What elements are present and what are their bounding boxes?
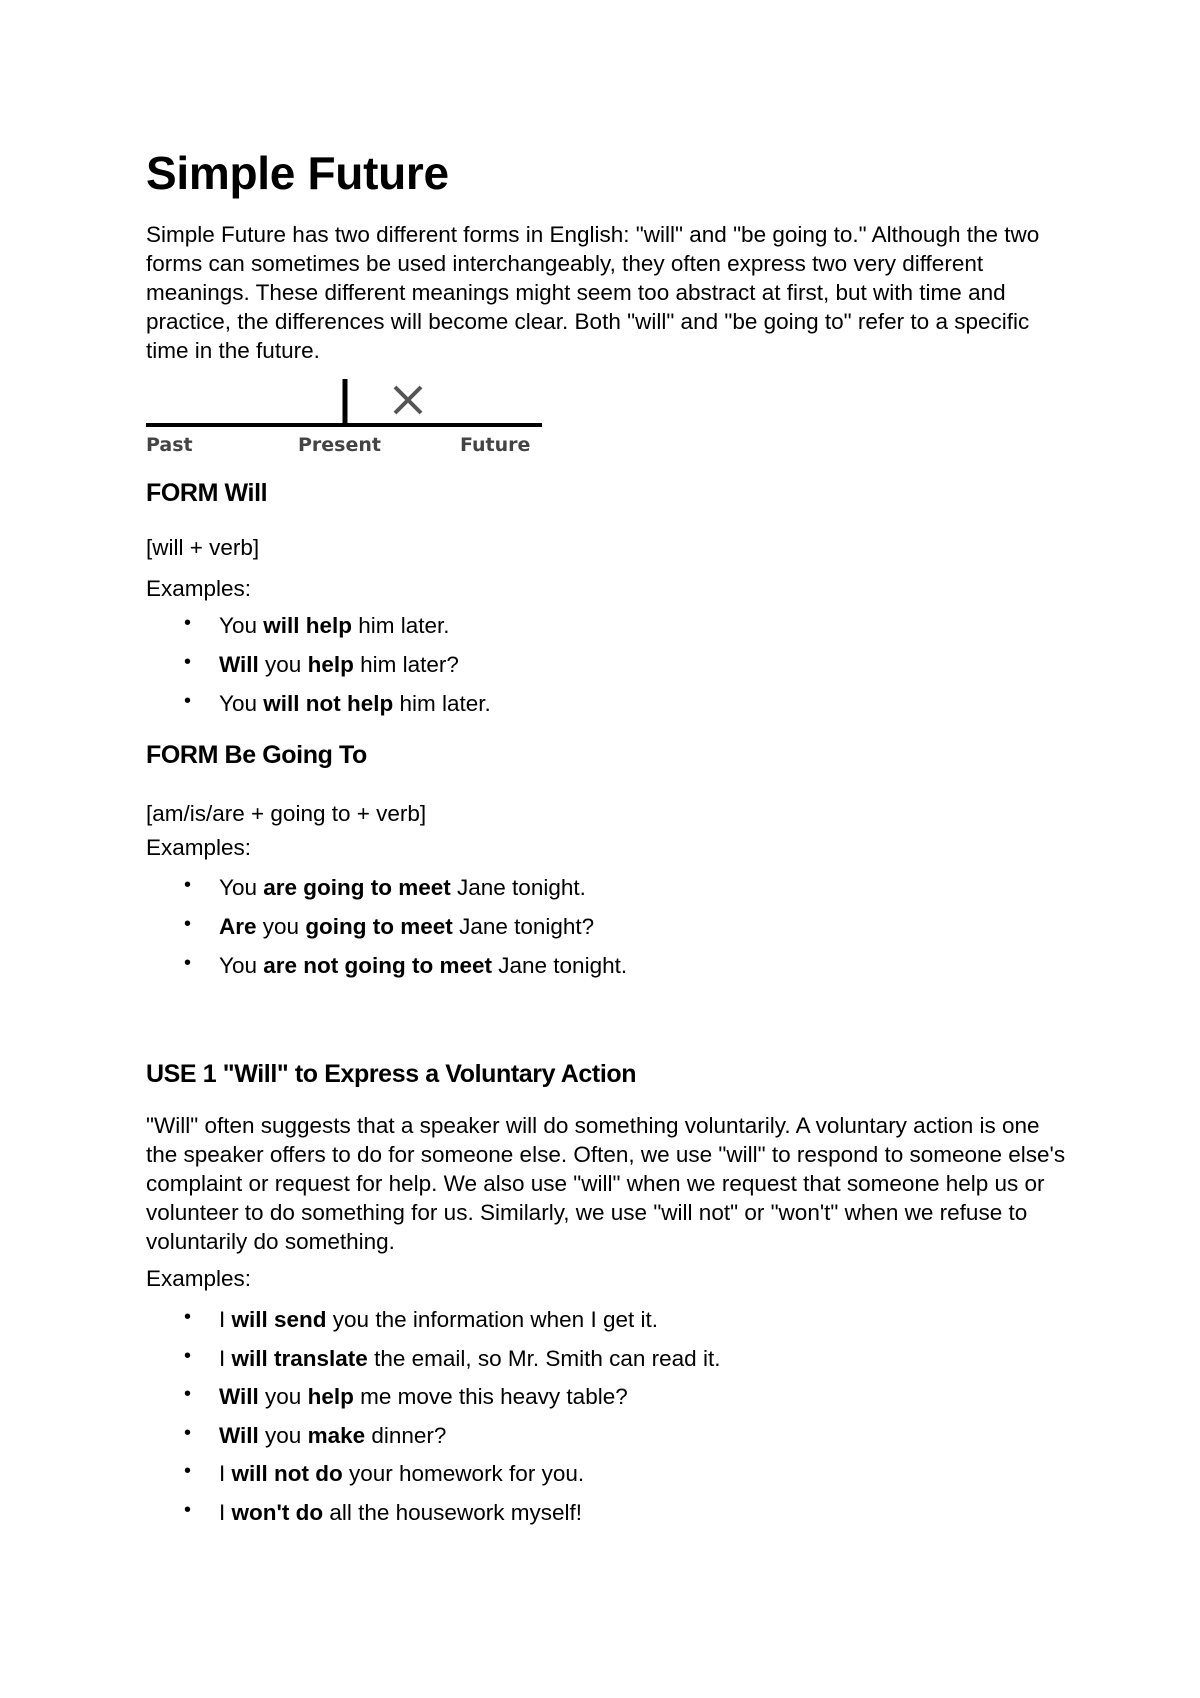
example-text: him later. [393, 691, 491, 716]
example-text: Jane tonight. [450, 875, 586, 900]
use1-paragraph: "Will" often suggests that a speaker will do something voluntarily. A voluntary action is one the speaker offers to do for someone else. Often, we use "will" to respond to someone else's complaint or request for help. We also use "will" when we request that someone help us or volunteer to do something for us. Similarly, we use "will not" or "won't" when we refuse to voluntarily do something. [146, 1113, 1066, 1254]
use1-examples [146, 1306, 720, 1537]
form-going-examples [146, 874, 627, 991]
bullet-icon: • [184, 1460, 192, 1482]
example-verb: will send [231, 1307, 327, 1332]
bullet-icon: • [184, 612, 192, 634]
example-verb: won't do [231, 1499, 324, 1525]
bullet-icon: • [184, 874, 192, 896]
example-item [146, 952, 627, 991]
intro-paragraph: Simple Future has two different forms in English: "will" and "be going to." Although the two forms can sometimes be used interchangeably, they often express two very different meanings. These different meanings might seem too abstract at first, but with time and practice, the differences will become clear. Both "will" and "be going to" refer to a specific time in the future. [146, 222, 1040, 363]
example-text: I [219, 1499, 232, 1525]
example-verb: make [307, 1422, 366, 1448]
example-text: you [258, 1422, 308, 1448]
bullet-icon: • [184, 651, 192, 673]
bullet-icon: • [184, 1421, 192, 1444]
bullet-icon: • [184, 913, 192, 935]
example-verb: are not going to meet [263, 953, 492, 978]
bullet-icon: • [184, 1306, 192, 1328]
example-verb: Will [219, 1422, 259, 1448]
example-text: You [219, 613, 264, 638]
example-text: him later. [352, 613, 450, 638]
example-item [146, 1460, 720, 1499]
example-text: Jane tonight. [492, 953, 628, 978]
example-verb: going to meet [305, 914, 453, 939]
example-verb: Are [219, 914, 257, 939]
example-item [146, 651, 491, 690]
timeline-label-future: Future [460, 434, 531, 455]
example-verb: help [307, 1384, 354, 1409]
example-text: dinner? [365, 1422, 447, 1448]
example-verb: will not help [263, 691, 394, 716]
example-text: I [219, 1345, 232, 1371]
example-text: I [219, 1307, 232, 1332]
example-text: You [219, 953, 264, 978]
form-will-examples [146, 612, 491, 729]
page-title: Simple Future [146, 147, 449, 199]
form-will-formula: [will + verb] [146, 535, 260, 560]
example-item [146, 1499, 720, 1538]
example-text: you [258, 652, 308, 677]
bullet-icon: • [184, 690, 192, 712]
example-item [146, 1345, 720, 1384]
timeline-diagram [146, 375, 546, 455]
example-verb: Will [219, 652, 259, 677]
example-text: the email, so Mr. Smith can read it. [367, 1345, 721, 1371]
bullet-icon: • [184, 1383, 192, 1405]
example-text: you the information when I get it. [326, 1307, 658, 1332]
example-text: You [219, 691, 264, 716]
example-verb: help [307, 652, 354, 677]
example-text: him later? [353, 652, 459, 677]
form-going-heading: FORM Be Going To [146, 741, 367, 769]
example-text: your homework for you. [342, 1461, 585, 1486]
example-text: Jane tonight? [452, 914, 595, 939]
example-text: you [258, 1384, 308, 1409]
example-verb: are going to meet [263, 875, 451, 900]
example-item [146, 690, 491, 729]
timeline-label-present: Present [298, 434, 381, 455]
example-text: you [256, 914, 306, 939]
example-item [146, 1306, 720, 1345]
example-item [146, 1422, 720, 1461]
form-going-formula: [am/is/are + going to + verb] [146, 801, 427, 826]
example-verb: Will [219, 1384, 259, 1409]
example-item [146, 1383, 720, 1422]
bullet-icon: • [184, 952, 192, 974]
timeline-label-past: Past [146, 434, 193, 455]
example-item [146, 874, 627, 913]
example-item [146, 913, 627, 952]
example-text: You [219, 875, 264, 900]
future-x-marker [395, 387, 421, 413]
example-text: me move this heavy table? [353, 1384, 628, 1409]
example-verb: will help [263, 613, 352, 638]
example-verb: will not do [231, 1461, 343, 1486]
use1-examples-label: Examples: [146, 1266, 252, 1291]
form-will-heading: FORM Will [146, 479, 268, 507]
example-verb: will translate [231, 1345, 368, 1371]
bullet-icon: • [184, 1344, 192, 1367]
example-text: all the housework myself! [323, 1499, 582, 1525]
form-going-examples-label: Examples: [146, 835, 252, 860]
use1-heading: USE 1 "Will" to Express a Voluntary Action [146, 1060, 637, 1088]
example-item [146, 612, 491, 651]
bullet-icon: • [184, 1498, 192, 1521]
example-text: I [219, 1461, 232, 1486]
form-will-examples-label: Examples: [146, 576, 252, 601]
